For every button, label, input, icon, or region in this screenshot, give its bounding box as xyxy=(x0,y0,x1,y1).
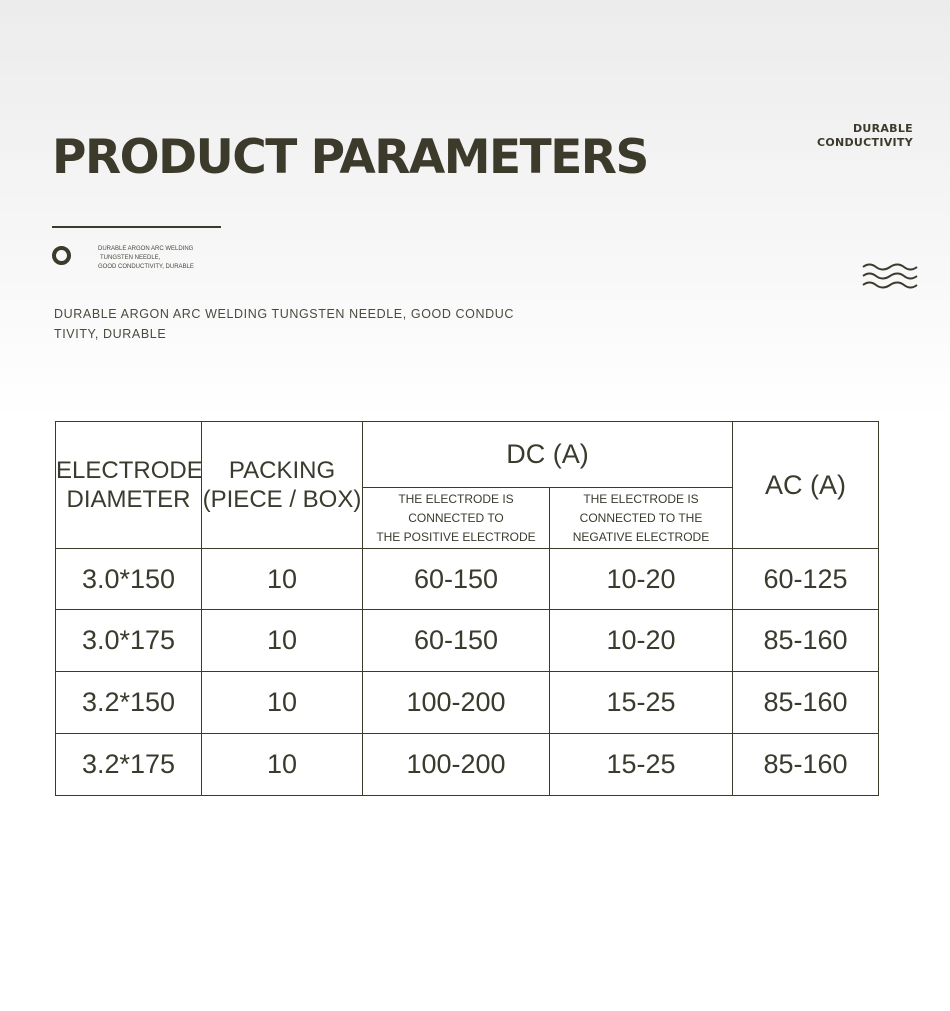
small-note xyxy=(98,245,194,272)
header-dc: DC (A) xyxy=(363,422,733,488)
header-packing xyxy=(202,422,363,549)
header-line: (PIECE / BOX) xyxy=(202,486,362,513)
tagline xyxy=(817,122,913,150)
header-electrode-diameter xyxy=(56,422,202,549)
header-line: NEGATIVE ELECTRODE xyxy=(572,529,710,544)
cell-dc-positive: 100-200 xyxy=(363,672,550,734)
header-ac: AC (A) xyxy=(733,422,879,549)
cell-dc-positive: 100-200 xyxy=(363,734,550,796)
header-line: THE ELECTRODE IS xyxy=(583,491,699,506)
table-row xyxy=(56,672,879,734)
table-header-row xyxy=(56,422,879,488)
tagline-line: DURABLE xyxy=(852,122,913,135)
cell-diameter: 3.2*175 xyxy=(56,734,202,796)
cell-dc-negative: 10-20 xyxy=(550,549,733,610)
description-line: DURABLE ARGON ARC WELDING TUNGSTEN NEEDLE, GOOD CONDUC xyxy=(54,307,515,321)
small-note-line: TUNGSTEN NEEDLE, xyxy=(100,255,161,261)
cell-ac: 60-125 xyxy=(733,549,879,610)
table-row xyxy=(56,610,879,672)
small-note-line: GOOD CONDUCTIVITY, DURABLE xyxy=(98,264,194,270)
cell-ac: 85-160 xyxy=(733,672,879,734)
small-note-line: DURABLE ARGON ARC WELDING xyxy=(98,246,194,252)
cell-packing: 10 xyxy=(202,672,363,734)
title-underline xyxy=(52,226,221,228)
cell-ac: 85-160 xyxy=(733,734,879,796)
header-line: THE POSITIVE ELECTRODE xyxy=(376,529,536,544)
description xyxy=(54,304,514,344)
cell-dc-negative: 10-20 xyxy=(550,610,733,672)
page-title: PRODUCT PARAMETERS xyxy=(52,130,648,185)
cell-diameter: 3.2*150 xyxy=(56,672,202,734)
header-line: CONNECTED TO THE xyxy=(579,510,703,525)
cell-diameter: 3.0*175 xyxy=(56,610,202,672)
description-line: TIVITY, DURABLE xyxy=(54,327,167,341)
header-dc-negative xyxy=(550,488,733,549)
table-row xyxy=(56,549,879,610)
header-line: THE ELECTRODE IS xyxy=(398,491,514,506)
header-line: DIAMETER xyxy=(66,486,191,513)
tagline-line: CONDUCTIVITY xyxy=(816,136,913,149)
cell-dc-negative: 15-25 xyxy=(550,734,733,796)
cell-diameter: 3.0*150 xyxy=(56,549,202,610)
cell-packing: 10 xyxy=(202,549,363,610)
header-line: PACKING xyxy=(228,457,336,484)
cell-ac: 85-160 xyxy=(733,610,879,672)
header-line: CONNECTED TO xyxy=(408,510,504,525)
header-line: ELECTRODE xyxy=(56,457,203,484)
parameters-table xyxy=(55,421,879,796)
cell-dc-positive: 60-150 xyxy=(363,610,550,672)
cell-packing: 10 xyxy=(202,734,363,796)
cell-dc-negative: 15-25 xyxy=(550,672,733,734)
waves-icon xyxy=(862,262,918,290)
table-row xyxy=(56,734,879,796)
ring-icon xyxy=(52,246,71,265)
header-dc-positive xyxy=(363,488,550,549)
cell-dc-positive: 60-150 xyxy=(363,549,550,610)
cell-packing: 10 xyxy=(202,610,363,672)
